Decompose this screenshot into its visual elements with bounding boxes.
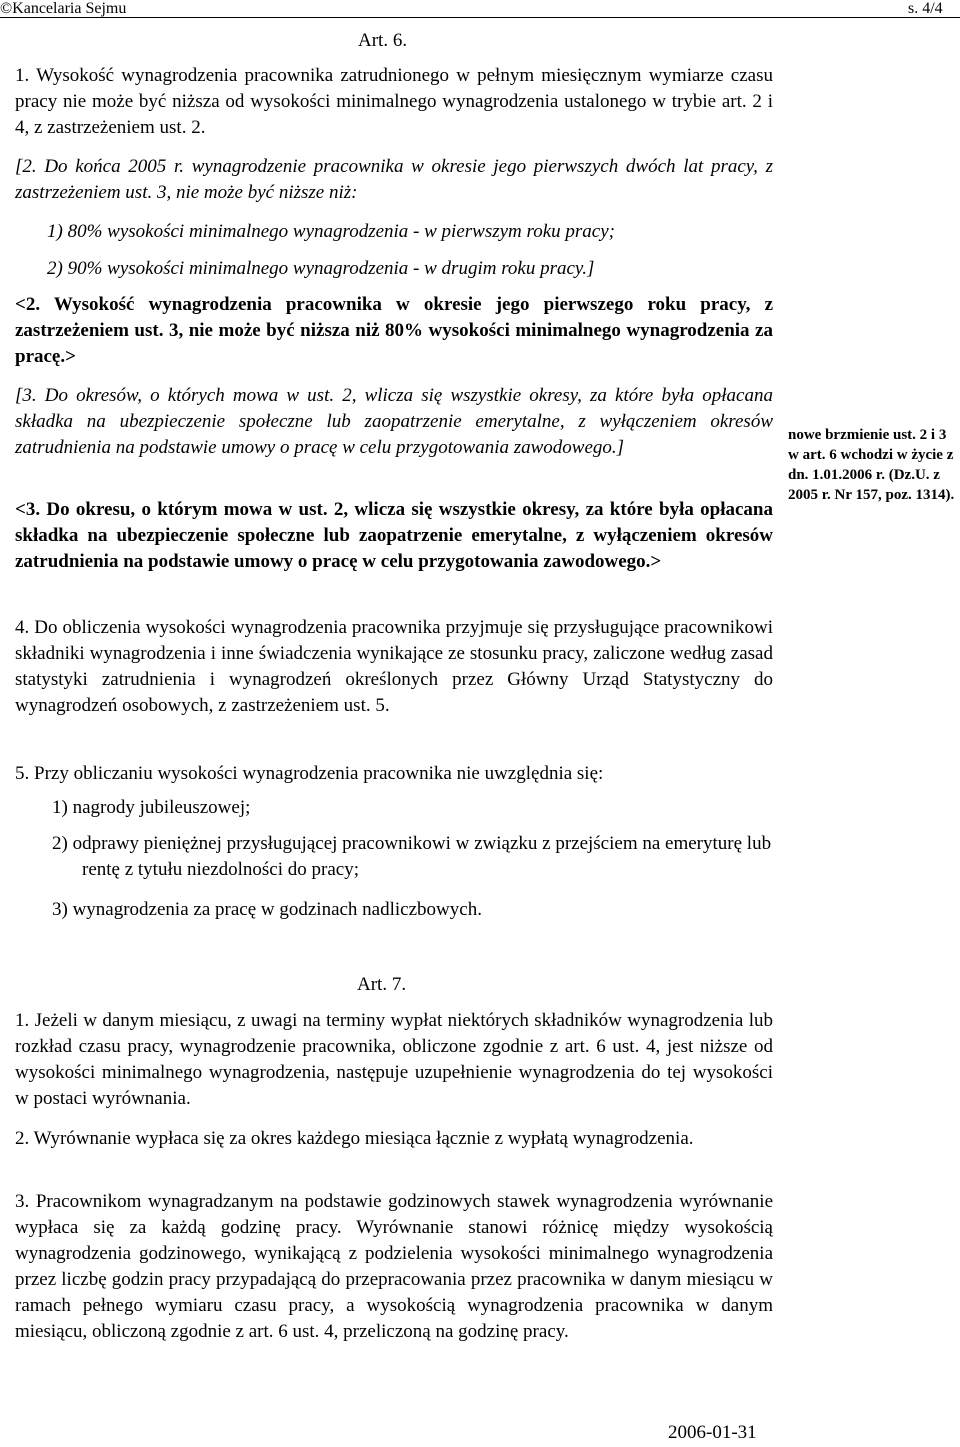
art6-paragraph-5: 5. Przy obliczaniu wysokości wynagrodzenia pracownika nie uwzględnia się: — [15, 763, 604, 784]
art6-title: Art. 6. — [358, 30, 408, 51]
art6-paragraph-3-new: <3. Do okresu, o którym mowa w ust. 2, wlicza się wszystkie okresy, za które była opłacana składka na ubezpieczenie społeczne lub zaopatrzenie emerytalne, z wyłączeniem okresów zatrudnienia na podstawie umowy o pracę w celu przygotowania zawodowego.> — [15, 499, 773, 572]
page-number: s. 4/4 — [908, 0, 943, 17]
art6-paragraph-5-item-1: 1) nagrody jubileuszowej; — [52, 797, 251, 818]
art7-title: Art. 7. — [357, 974, 407, 995]
footer-date: 2006-01-31 — [668, 1422, 757, 1443]
side-note: nowe brzmienie ust. 2 i 3 w art. 6 wchodzi w życie z dn. 1.01.2006 r. (Dz.U. z 2005 r. Nr 157, poz. 1314). — [788, 427, 955, 503]
header-copyright: ©Kancelaria Sejmu — [0, 0, 127, 17]
art6-paragraph-4: 4. Do obliczenia wysokości wynagrodzenia pracownika przyjmuje się przysługujące pracownikowi składniki wynagrodzenia i inne świadczenia wynikające ze stosunku pracy, zaliczone według zasad statystyki zatrudnienia i wynagrodzeń określonych przez Główny Urząd Statystyczny do wynagrodzeń osobowych, z zastrzeżeniem ust. 5. — [15, 617, 773, 716]
art6-paragraph-2-old-item-2: 2) 90% wysokości minimalnego wynagrodzenia - w drugim roku pracy.] — [47, 258, 595, 279]
art6-paragraph-2-old-item-1: 1) 80% wysokości minimalnego wynagrodzenia - w pierwszym roku pracy; — [47, 221, 615, 242]
art6-paragraph-2-new: <2. Wysokość wynagrodzenia pracownika w okresie jego pierwszego roku pracy, z zastrzeżeniem ust. 3, nie może być niższa niż 80% wysokości minimalnego wynagrodzenia za pracę.> — [15, 294, 773, 367]
art7-paragraph-1: 1. Jeżeli w danym miesiącu, z uwagi na terminy wypłat niektórych składników wynagrodzenia lub rozkład czasu pracy, wynagrodzenie pracownika, obliczone zgodnie z art. 6 ust. 4, jest niższe od wysokości minimalnego wynagrodzenia, następuje uzupełnienie wynagrodzenia do tej wysokości w postaci wyrównania. — [15, 1010, 773, 1109]
art6-paragraph-2-old: [2. Do końca 2005 r. wynagrodzenie pracownika w okresie jego pierwszych dwóch lat pracy, z zastrzeżeniem ust. 3, nie może być niższe niż: — [15, 156, 773, 203]
art6-paragraph-3-old: [3. Do okresów, o których mowa w ust. 2, wlicza się wszystkie okresy, za które była opłacana składka na ubezpieczenie społeczne lub zaopatrzenie emerytalne, z wyłączeniem okresów zatrudnienia na podstawie umowy o pracę w celu przygotowania zawodowego.] — [15, 385, 773, 458]
art6-paragraph-5-item-2: 2) odprawy pieniężnej przysługującej pracownikowi w związku z przejściem na emeryturę lub rentę z tytułu niezdolności do pracy; — [52, 833, 772, 880]
art7-paragraph-2: 2. Wyrównanie wypłaca się za okres każdego miesiąca łącznie z wypłatą wynagrodzenia. — [15, 1128, 694, 1149]
header-rule — [0, 17, 960, 18]
art7-paragraph-3: 3. Pracownikom wynagradzanym na podstawie godzinowych stawek wynagrodzenia wyrównanie wypłaca się za każdą godzinę pracy. Wyrównanie stanowi różnicę między wysokością wynagrodzenia godzinowego, wynikającą z podzielenia wysokości minimalnego wynagrodzenia przez liczbę godzin pracy przypadającą do przepracowania przez pracownika w danym miesiącu w ramach pełnego wymiaru czasu pracy, a wysokością wynagrodzenia pracownika w danym miesiącu, obliczoną zgodnie z art. 6 ust. 4, przeliczoną na godzinę pracy. — [15, 1191, 773, 1342]
art6-paragraph-5-item-3: 3) wynagrodzenia za pracę w godzinach nadliczbowych. — [52, 899, 482, 920]
art6-paragraph-1: 1. Wysokość wynagrodzenia pracownika zatrudnionego w pełnym miesięcznym wymiarze czasu pracy nie może być niższa od wysokości minimalnego wynagrodzenia ustalonego w trybie art. 2 i 4, z zastrzeżeniem ust. 2. — [15, 65, 773, 138]
